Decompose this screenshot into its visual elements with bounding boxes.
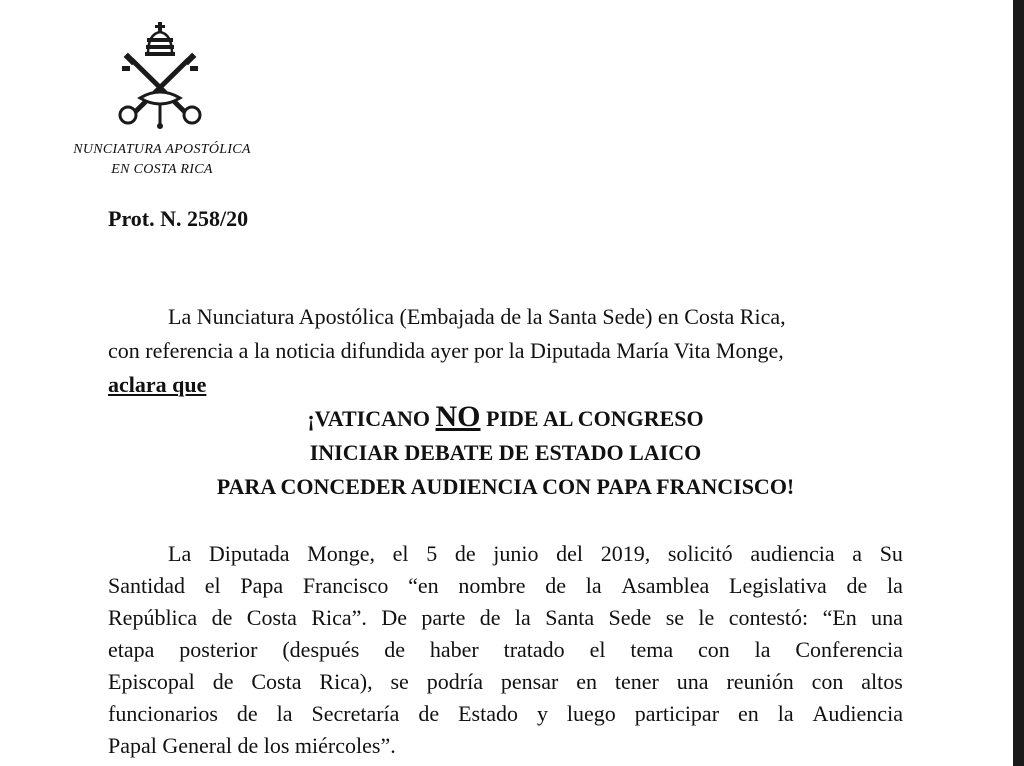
body-word: Secretaría [311, 701, 400, 726]
body-word: altos [861, 669, 903, 694]
body-word: pensar [500, 669, 559, 694]
body-word: de [846, 573, 868, 598]
headline [108, 400, 903, 504]
body-word: el [204, 573, 221, 598]
body-word: Estado [458, 701, 518, 726]
body-word: la [276, 701, 293, 726]
body-line [108, 538, 903, 570]
body-line: Papal General de los miércoles”. [108, 733, 396, 758]
office-name-line-1: NUNCIATURA APOSTÓLICA [73, 142, 251, 157]
body-word: participar [634, 701, 720, 726]
headline-line-3: PARA CONCEDER AUDIENCIA CON PAPA FRANCISCO! [216, 474, 795, 499]
clarifies-label: aclara que [108, 372, 207, 397]
headline-line-1-pre: ¡VATICANO [307, 406, 436, 431]
body-word: Rica”. [311, 605, 367, 630]
body-line [108, 666, 903, 698]
office-name-line-2: EN COSTA RICA [111, 162, 213, 177]
body-word: la [754, 637, 771, 662]
body-word: tratado [503, 637, 565, 662]
body-word: 5 [426, 541, 438, 566]
body-word: nombre [458, 573, 526, 598]
body-word: de [236, 701, 258, 726]
body-word: La [168, 541, 192, 566]
body-word: contestó: [728, 605, 809, 630]
body-word: una [871, 605, 903, 630]
body-paragraph [108, 538, 903, 762]
body-word: “En [822, 605, 857, 630]
body-word: Audiencia [812, 701, 903, 726]
body-line [108, 602, 903, 634]
intro-line-1: La Nunciatura Apostólica (Embajada de la Santa Sede) en Costa Rica, [168, 304, 786, 329]
body-word: Costa [246, 605, 297, 630]
body-word: de [212, 669, 234, 694]
body-word: Santa [545, 605, 595, 630]
body-word: la [514, 605, 531, 630]
body-line [108, 698, 903, 730]
body-word: etapa [108, 637, 155, 662]
body-word: (después [282, 637, 360, 662]
scan-edge-border [1013, 0, 1024, 766]
headline-line-2: INICIAR DEBATE DE ESTADO LAICO [309, 440, 702, 465]
body-word: junio [493, 541, 539, 566]
body-word: Papa [240, 573, 284, 598]
body-word: la [777, 701, 794, 726]
body-word: Rica), [319, 669, 373, 694]
headline-line-1-post: PIDE AL CONGRESO [480, 406, 704, 431]
body-word: en [576, 669, 597, 694]
body-word: haber [429, 637, 479, 662]
body-word: Legislativa [729, 573, 827, 598]
body-line [108, 634, 903, 666]
headline-no-word: NO [435, 400, 481, 433]
body-word: Su [879, 541, 903, 566]
body-word: se [665, 605, 685, 630]
intro-line-2: con referencia a la noticia difundida ayer por la Diputada María Vita Monge, [108, 338, 784, 363]
body-word: Francisco [302, 573, 389, 598]
body-word: del [556, 541, 584, 566]
headline-line-1 [108, 400, 903, 436]
body-word: de [384, 637, 405, 662]
body-word: podría [426, 669, 483, 694]
body-word: la [585, 573, 602, 598]
body-word: parte [421, 605, 466, 630]
body-word: con [811, 669, 844, 694]
body-word: de [454, 541, 476, 566]
body-word: de [479, 605, 501, 630]
body-word: de [545, 573, 566, 598]
body-word: el [589, 637, 606, 662]
body-word: República [108, 605, 198, 630]
body-word: Episcopal [108, 669, 195, 694]
body-word: con [697, 637, 730, 662]
body-word: 2019, [600, 541, 651, 566]
body-word: Diputada [208, 541, 290, 566]
body-word: en [737, 701, 759, 726]
body-word: tener [614, 669, 659, 694]
body-word: tema [630, 637, 674, 662]
intro-paragraph [108, 300, 908, 402]
body-word: de [211, 605, 233, 630]
body-word: luego [566, 701, 616, 726]
body-word: a [852, 541, 863, 566]
body-word: “en [408, 573, 439, 598]
body-word: audiencia [750, 541, 835, 566]
body-word: posterior [179, 637, 258, 662]
body-word: funcionarios [108, 701, 218, 726]
body-word: le [698, 605, 715, 630]
office-name [40, 140, 284, 180]
body-word: Monge, [307, 541, 375, 566]
body-word: Santidad [108, 573, 185, 598]
body-word: Costa [251, 669, 302, 694]
protocol-number: Prot. N. 258/20 [108, 206, 249, 231]
body-word: de [418, 701, 440, 726]
body-word: Conferencia [795, 637, 903, 662]
body-word: la [886, 573, 903, 598]
body-word: Sede [608, 605, 652, 630]
body-word: se [390, 669, 409, 694]
body-word: De [381, 605, 407, 630]
body-line [108, 570, 903, 602]
body-word: una [676, 669, 709, 694]
body-word: el [392, 541, 409, 566]
body-word: reunión [726, 669, 794, 694]
body-word: y [536, 701, 548, 726]
body-word: Asamblea [621, 573, 710, 598]
papal-coat-of-arms-icon [110, 20, 210, 130]
body-word: solicitó [667, 541, 733, 566]
